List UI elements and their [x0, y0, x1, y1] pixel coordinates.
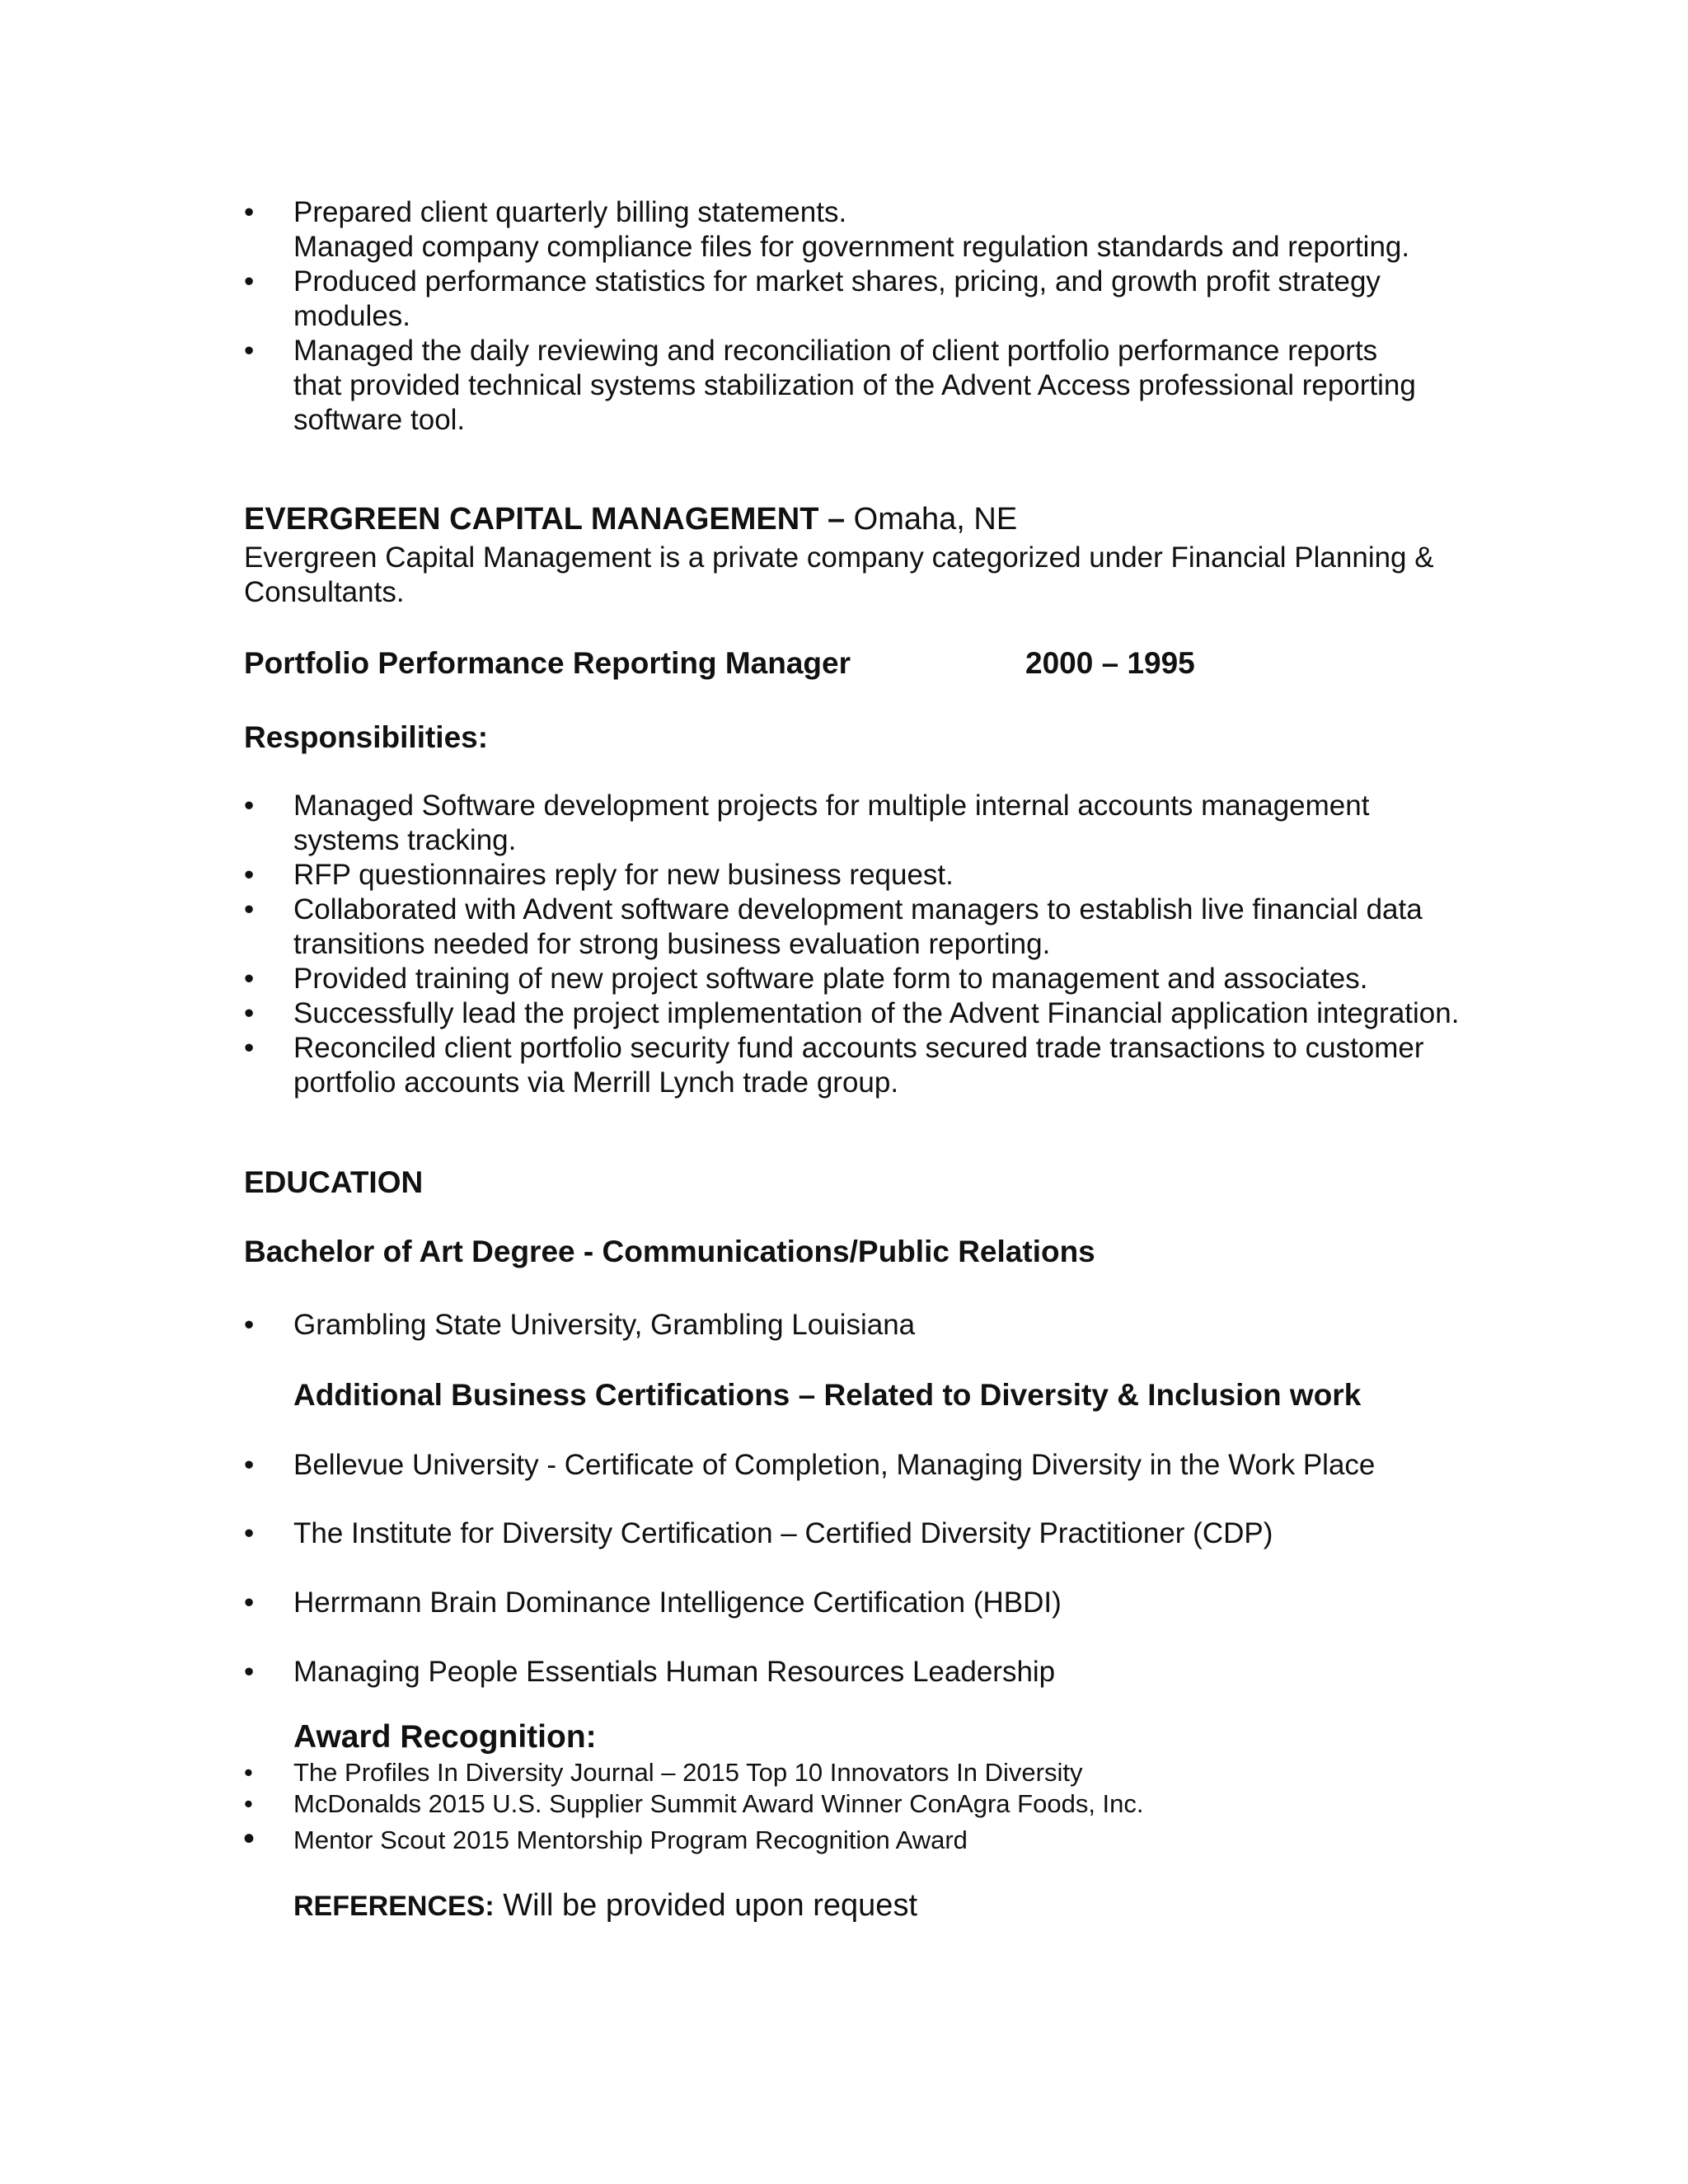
list-item: Prepared client quarterly billing statements. Managed company compliance files for government regulation standards and reporting. [293, 196, 1410, 263]
bullet: • [244, 1449, 255, 1481]
bullet: • [244, 1517, 255, 1549]
school-name: Grambling State University, Grambling Louisiana [293, 1309, 916, 1341]
bullet: • [244, 1656, 255, 1688]
bullet: • [244, 335, 255, 367]
bullet: • [243, 1821, 256, 1857]
bullet: • [244, 963, 255, 995]
company-name: EVERGREEN CAPITAL MANAGEMENT – [244, 502, 846, 537]
list-item: McDonalds 2015 U.S. Supplier Summit Award Winner ConAgra Foods, Inc. [293, 1789, 1144, 1818]
bullet: • [244, 790, 255, 822]
list-item: Successfully lead the project implementation of the Advent Financial application integration. [293, 997, 1460, 1029]
bullet: • [244, 859, 255, 891]
list-item: Reconciled client portfolio security fund accounts secured trade transactions to customer portfolio accounts via Merrill Lynch trade group. [293, 1032, 1424, 1099]
list-item: The Profiles In Diversity Journal – 2015 Top 10 Innovators In Diversity [293, 1758, 1083, 1787]
list-item: Collaborated with Advent software development managers to establish live financial data transitions needed for strong business evaluation reporting. [293, 893, 1423, 960]
list-item: Managed Software development projects for multiple internal accounts management systems tracking. [293, 790, 1370, 856]
bullet: • [244, 1309, 255, 1341]
references-label: REFERENCES: [293, 1891, 495, 1922]
bullet: • [244, 1032, 255, 1064]
list-item: The Institute for Diversity Certification – Certified Diversity Practitioner (CDP) [293, 1517, 1273, 1549]
bullet: • [244, 1758, 253, 1787]
bullet: • [244, 265, 255, 298]
list-item: Managing People Essentials Human Resources Leadership [293, 1656, 1056, 1688]
bullet: • [244, 1789, 253, 1818]
position-dates: 2000 – 1995 [1025, 646, 1195, 680]
awards-heading: Award Recognition: [293, 1719, 597, 1755]
responsibilities-heading: Responsibilities: [244, 720, 489, 754]
certifications-heading: Additional Business Certifications – Related to Diversity & Inclusion work [293, 1378, 1362, 1412]
references-text: Will be provided upon request [494, 1888, 917, 1923]
bullet: • [244, 997, 255, 1029]
list-item: Bellevue University - Certificate of Completion, Managing Diversity in the Work Place [293, 1449, 1376, 1481]
bullet: • [244, 1586, 255, 1619]
bullet: • [244, 196, 255, 228]
company-description: Evergreen Capital Management is a private company categorized under Financial Planning & Consultants. [244, 541, 1434, 608]
bullet: • [244, 893, 255, 926]
references-line [293, 1887, 917, 1924]
degree-title: Bachelor of Art Degree - Communications/Public Relations [244, 1235, 1095, 1268]
list-item: Managed the daily reviewing and reconciliation of client portfolio performance reports that provided technical systems stabilization of the Advent Access professional reporting software tool. [293, 335, 1416, 436]
position-title: Portfolio Performance Reporting Manager [244, 646, 851, 680]
list-item: Mentor Scout 2015 Mentorship Program Recognition Award [293, 1825, 968, 1854]
company-location: Omaha, NE [845, 502, 1018, 537]
education-heading: EDUCATION [244, 1165, 424, 1199]
list-item: Provided training of new project software plate form to management and associates. [293, 963, 1368, 995]
list-item: RFP questionnaires reply for new business request. [293, 859, 954, 891]
list-item: Herrmann Brain Dominance Intelligence Certification (HBDI) [293, 1586, 1062, 1619]
company-heading [244, 501, 1017, 537]
list-item: Produced performance statistics for market shares, pricing, and growth profit strategy modules. [293, 265, 1381, 332]
